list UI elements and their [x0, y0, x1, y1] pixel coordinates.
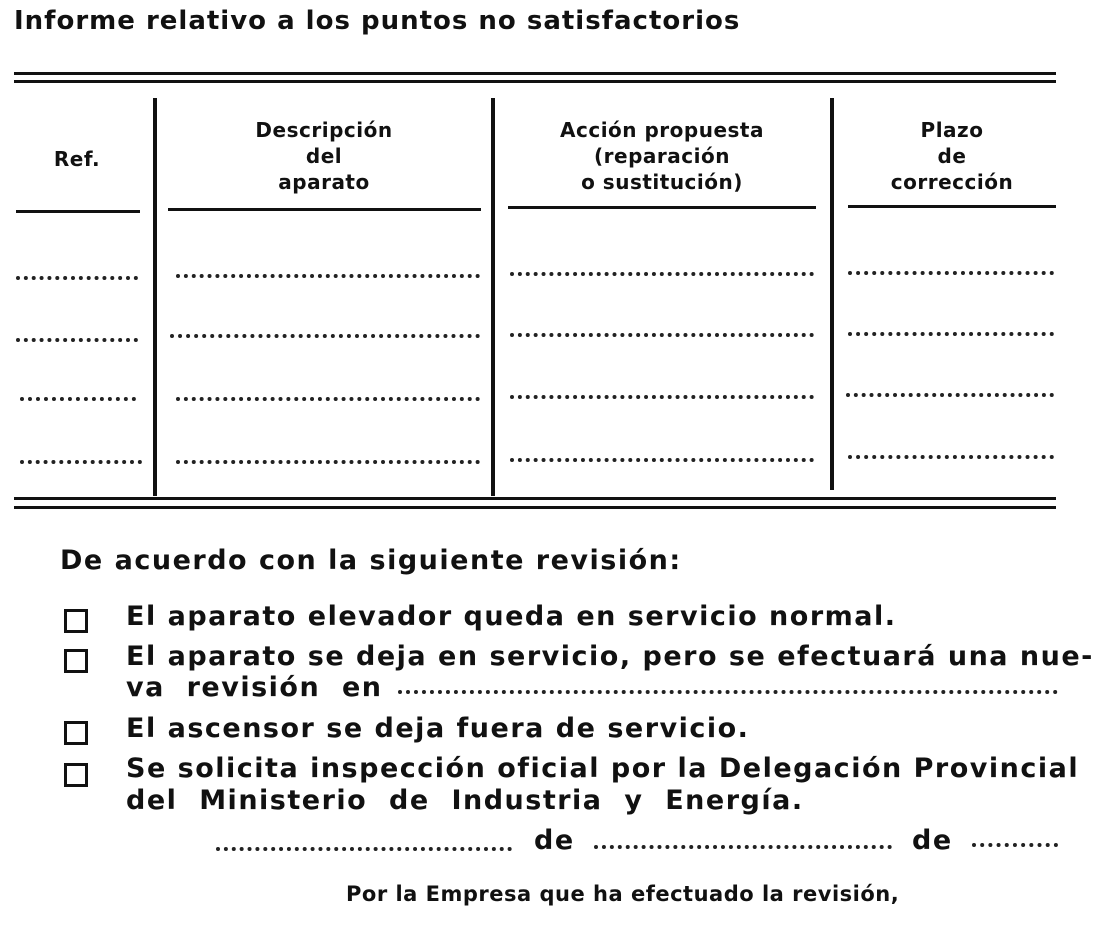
header-accion — [508, 117, 816, 195]
checkbox-fuera-servicio[interactable] — [64, 721, 88, 745]
checkbox-nueva-revision[interactable] — [64, 649, 88, 673]
column-divider-2 — [491, 98, 495, 496]
dotted-field-plazo[interactable] — [848, 271, 1054, 275]
dotted-field-descripcion[interactable] — [170, 334, 480, 338]
header-accion-line: (reparación — [594, 144, 730, 168]
header-underline-accion — [508, 206, 816, 209]
dotted-field-revision-fecha[interactable] — [398, 690, 1058, 694]
table-bottom-rule — [14, 497, 1056, 500]
dotted-field-plazo[interactable] — [846, 393, 1054, 397]
header-underline-plazo — [848, 205, 1056, 208]
date-de-2: de — [912, 825, 953, 856]
header-plazo-line: Plazo — [920, 118, 984, 142]
page-title: Informe relativo a los puntos no satisfactorios — [14, 6, 741, 36]
dotted-field-accion[interactable] — [510, 458, 814, 462]
dotted-field-accion[interactable] — [510, 272, 814, 276]
dotted-field-dia-mes[interactable] — [594, 845, 892, 849]
header-descripcion — [168, 117, 480, 195]
column-divider-3 — [830, 98, 834, 490]
dotted-field-ref[interactable] — [20, 397, 136, 401]
dotted-field-descripcion[interactable] — [176, 460, 480, 464]
option-servicio-normal: El aparato elevador queda en servicio normal. — [126, 601, 897, 632]
option-nueva-revision: El aparato se deja en servicio, pero se efectuará una nue- — [126, 641, 1094, 672]
table-top-rule-2 — [14, 80, 1056, 83]
header-plazo-line: corrección — [890, 170, 1014, 194]
header-accion-line: Acción propuesta — [560, 118, 764, 142]
signature-line: Por la Empresa que ha efectuado la revisión, — [346, 882, 900, 906]
option-inspeccion-oficial-cont: del Ministerio de Industria y Energía. — [126, 785, 804, 816]
dotted-field-ref[interactable] — [16, 276, 138, 280]
dotted-field-descripcion[interactable] — [176, 397, 480, 401]
column-divider-1 — [153, 98, 157, 496]
dotted-field-accion[interactable] — [510, 333, 814, 337]
dotted-field-plazo[interactable] — [848, 455, 1054, 459]
header-plazo-line: de — [937, 144, 967, 168]
table-top-rule — [14, 72, 1056, 75]
option-fuera-servicio: El ascensor se deja fuera de servicio. — [126, 713, 750, 744]
checkbox-servicio-normal[interactable] — [64, 609, 88, 633]
revision-intro: De acuerdo con la siguiente revisión: — [60, 545, 682, 576]
option-inspeccion-oficial: Se solicita inspección oficial por la Delegación Provincial — [126, 753, 1080, 784]
header-underline-ref — [16, 210, 140, 213]
dotted-field-ref[interactable] — [20, 460, 142, 464]
header-accion-line: o sustitución) — [581, 170, 743, 194]
header-ref: Ref. — [53, 147, 101, 171]
dotted-field-accion[interactable] — [510, 395, 814, 399]
header-descripcion-line: del — [305, 144, 343, 168]
table-bottom-rule-2 — [14, 506, 1056, 509]
dotted-field-descripcion[interactable] — [176, 274, 480, 278]
dotted-field-anio[interactable] — [972, 843, 1058, 847]
checkbox-inspeccion-oficial[interactable] — [64, 763, 88, 787]
date-de-1: de — [534, 825, 575, 856]
option-nueva-revision-cont: va revisión en — [126, 672, 383, 703]
header-descripcion-line: Descripción — [255, 118, 393, 142]
header-descripcion-line: aparato — [278, 170, 370, 194]
header-plazo — [848, 117, 1056, 195]
dotted-field-lugar[interactable] — [216, 847, 512, 851]
dotted-field-ref[interactable] — [16, 338, 138, 342]
header-underline-descripcion — [168, 208, 481, 211]
dotted-field-plazo[interactable] — [848, 332, 1054, 336]
